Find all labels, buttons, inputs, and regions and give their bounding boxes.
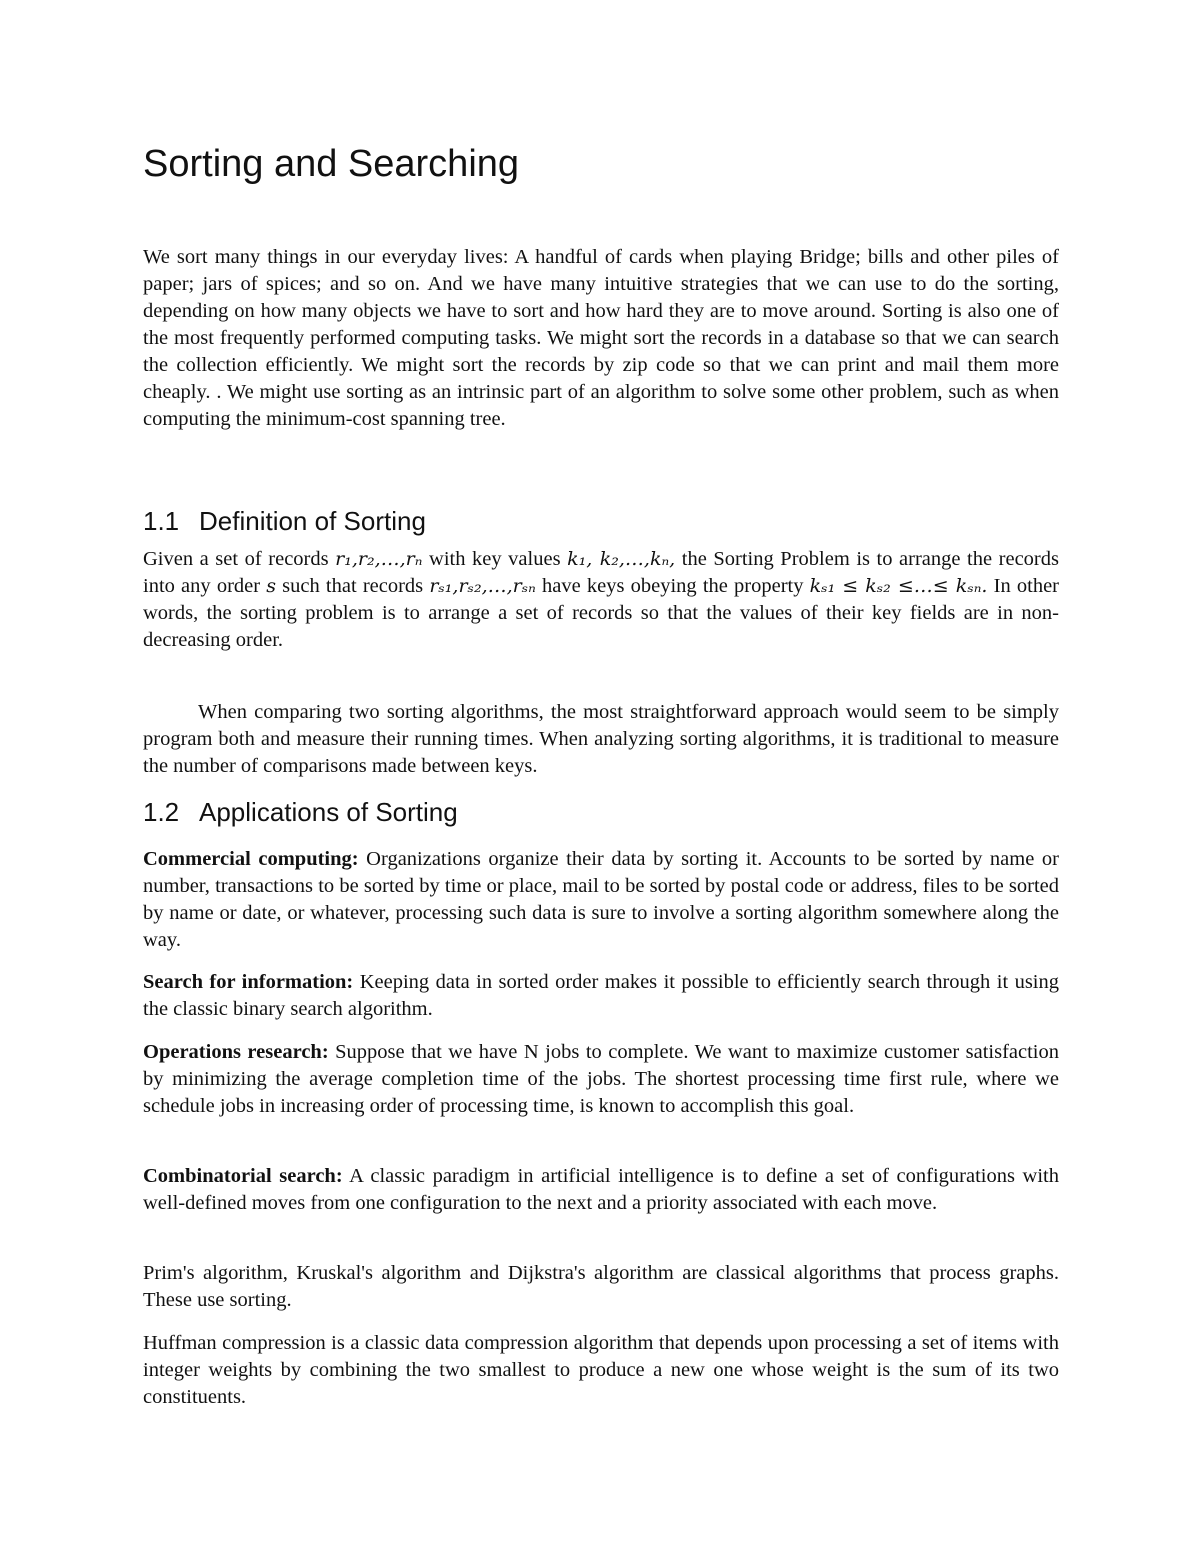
math-property: kₛ₁ ≤ kₛ₂ ≤…≤ kₛₙ. [809,575,988,597]
definition-text: Given a set of records [143,548,336,570]
section-heading-applications [143,795,458,829]
graph-algorithms-paragraph: Prim's algorithm, Kruskal's algorithm and Dijkstra's algorithm are classical algorithms that process graphs. These use sorting. [143,1262,1059,1311]
definition-text: have keys obeying the property [535,575,810,597]
section-heading-definition [143,504,426,538]
section-title: Applications of Sorting [199,797,458,827]
math-records: r₁,r₂,…,rₙ [335,548,423,570]
page-title: Sorting and Searching [143,143,520,185]
application-term: Search for information: [143,971,354,993]
comparison-paragraph: When comparing two sorting algorithms, the most straightforward approach would seem to be simply program both and measure their running times. When analyzing sorting algorithms, it is traditional to measure the number of comparisons made between keys. [143,701,1059,777]
application-text: Organizations organize their data by sorting it. Accounts to be sorted by name or number, transactions to be sorted by time or place, mail to be sorted by postal code or address, files to be sorted by name or date, or whatever, processing such data is sure to involve a sorting algorithm somewhere along the way. [143,848,1059,951]
math-sorted-records: rₛ₁,rₛ₂,…,rₛₙ [429,575,536,597]
definition-text: with key values [422,548,568,570]
application-text: Suppose that we have N jobs to complete. We want to maximize customer satisfaction by minimizing the average completion time of the jobs. The shortest processing time first rule, where we schedule jobs in increasing order of processing time, is known to accomplish this goal. [143,1041,1059,1117]
application-text: Keeping data in sorted order makes it possible to efficiently search through it using the classic binary search algorithm. [143,971,1059,1020]
application-term: Operations research: [143,1041,329,1063]
application-operations [143,1039,1059,1120]
application-term: Combinatorial search: [143,1165,343,1187]
application-search [143,969,1059,1023]
math-keys: k₁, k₂,…,kₙ, [567,548,676,570]
definition-text: the Sorting Problem is to arrange the records into any order [143,548,1059,597]
intro-paragraph: We sort many things in our everyday lives: A handful of cards when playing Bridge; bills and other piles of paper; jars of spices; and so on. And we have many intuitive strategies that we can use to do the sorting, depending on how many objects we have to sort and how hard they are to move around. Sorting is also one of the most frequently performed computing tasks. We might sort the records in a database so that we can search the collection efficiently. We might sort the records by zip code so that we can print and mail them more cheaply. . We might use sorting as an intrinsic part of an algorithm to solve some other problem, such as when computing the minimum-cost spanning tree. [143,246,1059,430]
application-commercial [143,846,1059,954]
definition-text: such that records [276,575,430,597]
section-title: Definition of Sorting [199,506,426,536]
application-term: Commercial computing: [143,848,359,870]
definition-paragraph [143,546,1059,654]
definition-text: In other words, the sorting problem is to arrange a set of records so that the values of their key fields are in non-decreasing order. [143,575,1059,651]
huffman-paragraph: Huffman compression is a classic data compression algorithm that depends upon processing a set of items with integer weights by combining the two smallest to produce a new one whose weight is the sum of its two constituents. [143,1332,1059,1408]
section-number: 1.1 [143,506,180,536]
application-text: A classic paradigm in artificial intelligence is to define a set of configurations with well-defined moves from one configuration to the next and a priority associated with each move. [143,1165,1059,1214]
math-order: s [266,575,277,597]
application-combinatorial [143,1163,1059,1217]
section-number: 1.2 [143,797,180,827]
